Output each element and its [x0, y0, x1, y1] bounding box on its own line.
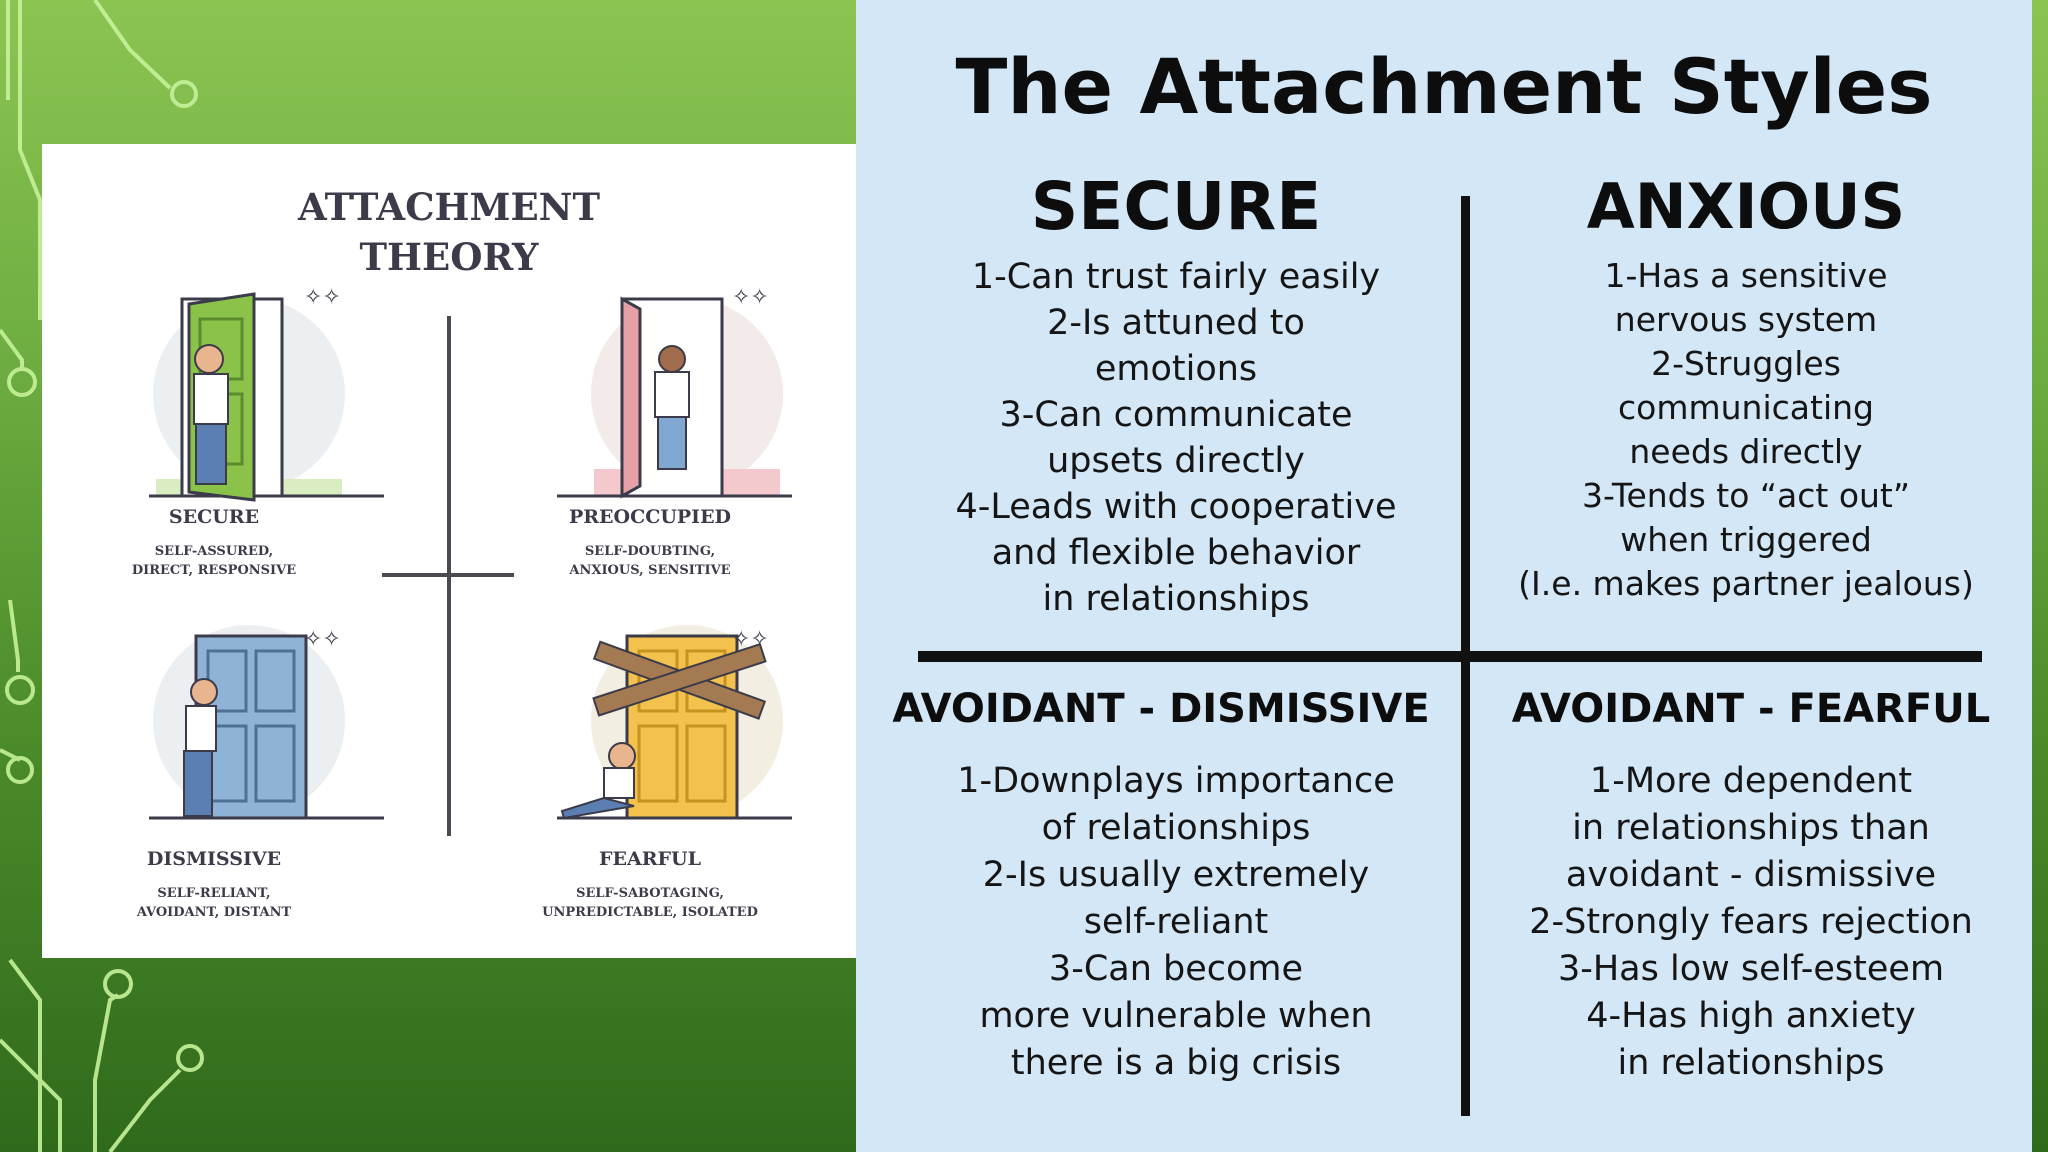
anxious-heading: ANXIOUS [1586, 170, 1906, 243]
quadrant-desc-fearful: SELF-SABOTAGING, UNPREDICTABLE, ISOLATED [542, 886, 758, 920]
quadrant-desc-preoccupied: SELF-DOUBTING, ANXIOUS, SENSITIVE [569, 544, 731, 578]
secure-body: 1-Can trust fairly easily 2-Is attuned to emotions 3-Can communicate upsets directly 4-Leads with cooperative and flexible behavior in relationships [955, 257, 1397, 619]
avoidant-dismissive-body: 1-Downplays importance of relationships 2-Is usually extremely self-reliant 3-Can become more vulnerable when there is a big crisis [957, 761, 1395, 1083]
attachment-theory-card [42, 144, 856, 958]
avoidant-fearful-heading: AVOIDANT - FEARFUL [1511, 686, 1991, 732]
avoidant-fearful-body: 1-More dependent in relationships than avoidant - dismissive 2-Strongly fears rejection 3-Has low self-esteem 4-Has high anxiety in relationships [1529, 761, 1973, 1083]
avoidant-dismissive-heading: AVOIDANT - DISMISSIVE [892, 686, 1430, 732]
quadrant-label-dismissive: DISMISSIVE [146, 848, 282, 870]
page-title: The Attachment Styles [955, 42, 1933, 131]
quadrant-label-fearful: FEARFUL [599, 848, 701, 870]
svg-text:✧✧: ✧✧ [304, 285, 341, 310]
quadrant-desc-secure: SELF-ASSURED, DIRECT, RESPONSIVE [131, 544, 297, 578]
svg-text:✧✧: ✧✧ [732, 285, 769, 310]
quadrant-label-preoccupied: PREOCCUPIED [568, 506, 732, 528]
quadrant-label-secure: SECURE [168, 506, 260, 528]
attachment-styles-panel [856, 0, 2032, 1152]
horizontal-divider [918, 651, 1982, 662]
quadrant-desc-dismissive: SELF-RELIANT, AVOIDANT, DISTANT [136, 886, 292, 920]
svg-text:✧✧: ✧✧ [732, 627, 769, 652]
anxious-body: 1-Has a sensitive nervous system 2-Struggles communicating needs directly 3-Tends to “act out” when triggered (I.e. makes partner jealous) [1518, 256, 1974, 603]
secure-heading: SECURE [1030, 168, 1322, 245]
attachment-theory-title: ATTACHMENT THEORY [297, 185, 601, 279]
svg-text:✧✧: ✧✧ [304, 627, 341, 652]
